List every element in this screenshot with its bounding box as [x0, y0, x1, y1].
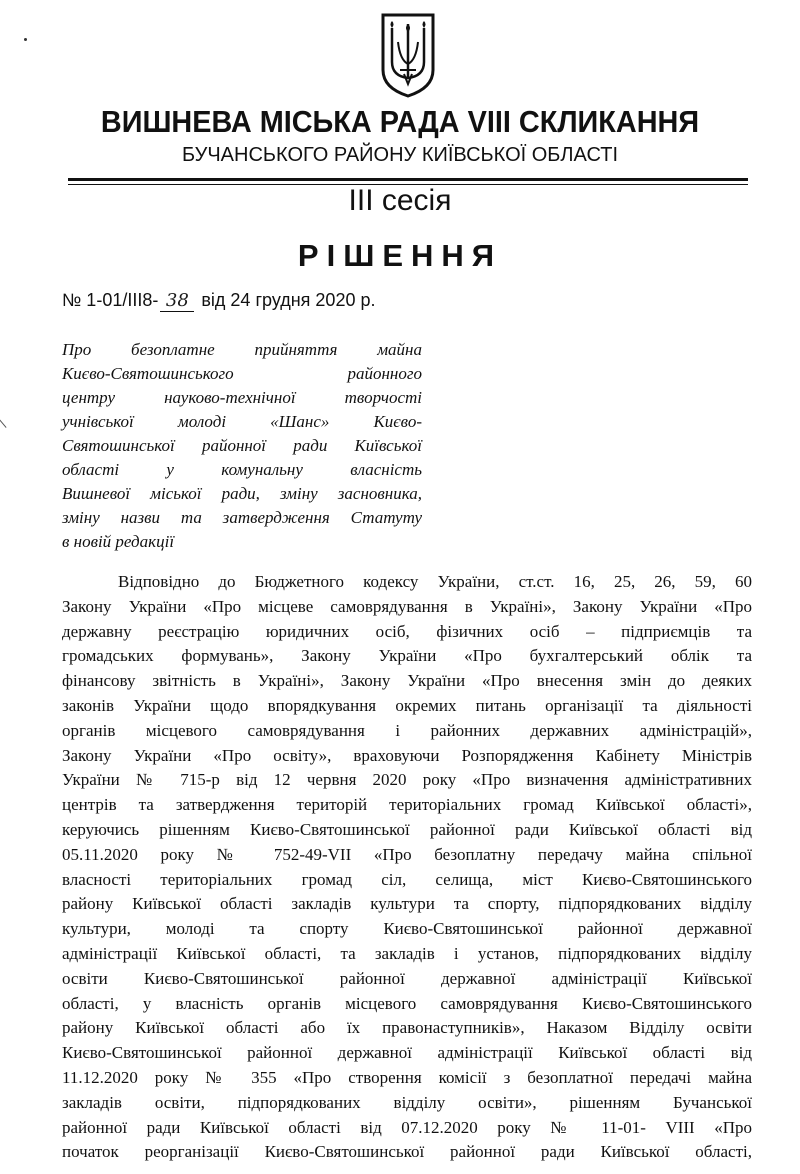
body-line: державну реєстрацію юридичних осіб, фізичних осіб – підприємців та [62, 621, 752, 641]
body-line: України № 715-р від 12 червня 2020 року «Про визначення адміністративних [62, 770, 752, 790]
body-line: 11.12.2020 року № 355 «Про створення комісії з безоплатної передачі майна [62, 1067, 752, 1087]
body-line: освіти Києво-Святошинської районної державної адміністрації Київської [62, 968, 752, 988]
body-line: громадських формувань», Закону України «Про бухгалтерський облік та [62, 646, 752, 666]
body-line: району Київської області або їх правонаступників», Наказом Відділу освіти [62, 1018, 752, 1038]
decision-date: від 24 грудня 2020 р. [196, 290, 376, 310]
body-line: початок реорганізації Києво-Святошинської районної ради Київської області, [62, 1142, 752, 1162]
handwritten-number: 38 [160, 290, 194, 312]
body-line: адміністрації Київської області, та закладів і установ, підпорядкованих відділу [62, 943, 752, 963]
decision-heading: РІШЕННЯ [297, 238, 503, 273]
scan-speck [24, 38, 27, 41]
body-line: районної ради Київської області від 07.12.2020 року № 11-01- VIII «Про [62, 1117, 752, 1137]
session-label: ІІІ сесія [348, 184, 452, 217]
body-line: району Київської області закладів культури та спорту, підпорядкованих відділу [62, 894, 752, 914]
body-line: 05.11.2020 року № 752-49-VII «Про безоплатну передачу майна спільної [62, 844, 752, 864]
decision-subject [62, 338, 422, 554]
body-line: області, у власність органів місцевого самоврядування Києво-Святошинського [62, 993, 752, 1013]
subject-line: центру науково-технічної творчості [62, 388, 422, 407]
decision-number-prefix: № 1-01/III8- [62, 290, 159, 310]
header-divider-thick [68, 178, 748, 181]
subject-line: Святошинської районної ради Київської [62, 436, 422, 455]
subject-line: Вишневої міської ради, зміну засновника, [62, 484, 422, 503]
decision-body [62, 570, 752, 1165]
body-line: законів України щодо впорядкування окремих питань організації та діяльності [62, 695, 752, 715]
body-line: закладів освіти, підпорядкованих відділу освіти», рішенням Бучанської [62, 1092, 752, 1112]
council-subtitle: БУЧАНСЬКОГО РАЙОНУ КИЇВСЬКОЇ ОБЛАСТІ [181, 144, 618, 166]
body-line: Києво-Святошинської районної державної адміністрації Київської області від [62, 1043, 752, 1063]
trident-coat-of-arms-icon [380, 12, 436, 98]
subject-line: Києво-Святошинського районного [62, 364, 422, 383]
scan-mark [0, 410, 14, 428]
body-line: керуючись рішенням Києво-Святошинської районної ради Київської області від [62, 819, 752, 839]
decision-number-line [62, 290, 375, 312]
subject-line: області у комунальну власність [62, 460, 422, 479]
body-line: власності територіальних громад сіл, селища, міст Києво-Святошинського [62, 869, 752, 889]
body-line: Закону України «Про місцеве самоврядування в Україні», Закону України «Про [62, 596, 752, 616]
subject-line: учнівської молоді «Шанс» Києво- [62, 412, 422, 431]
body-line: органів місцевого самоврядування і районних державних адміністрацій», [62, 720, 752, 740]
body-line: культури, молоді та спорту Києво-Святошинської районної державної [62, 919, 752, 939]
body-line: Відповідно до Бюджетного кодексу України, ст.ст. 16, 25, 26, 59, 60 [118, 572, 752, 591]
body-line: фінансову звітність в Україні», Закону України «Про внесення змін до деяких [62, 671, 752, 691]
body-line: Закону України «Про освіту», враховуючи Розпорядження Кабінету Міністрів [62, 745, 752, 765]
council-title: ВИШНЕВА МІСЬКА РАДА VIII СКЛИКАННЯ [100, 104, 700, 139]
subject-line: зміну назви та затвердження Статуту [62, 508, 422, 527]
subject-line: в новій редакції [62, 532, 175, 551]
subject-line: Про безоплатне прийняття майна [62, 340, 422, 359]
body-line: центрів та затвердження територій територіальних громад Київської області», [62, 795, 752, 815]
